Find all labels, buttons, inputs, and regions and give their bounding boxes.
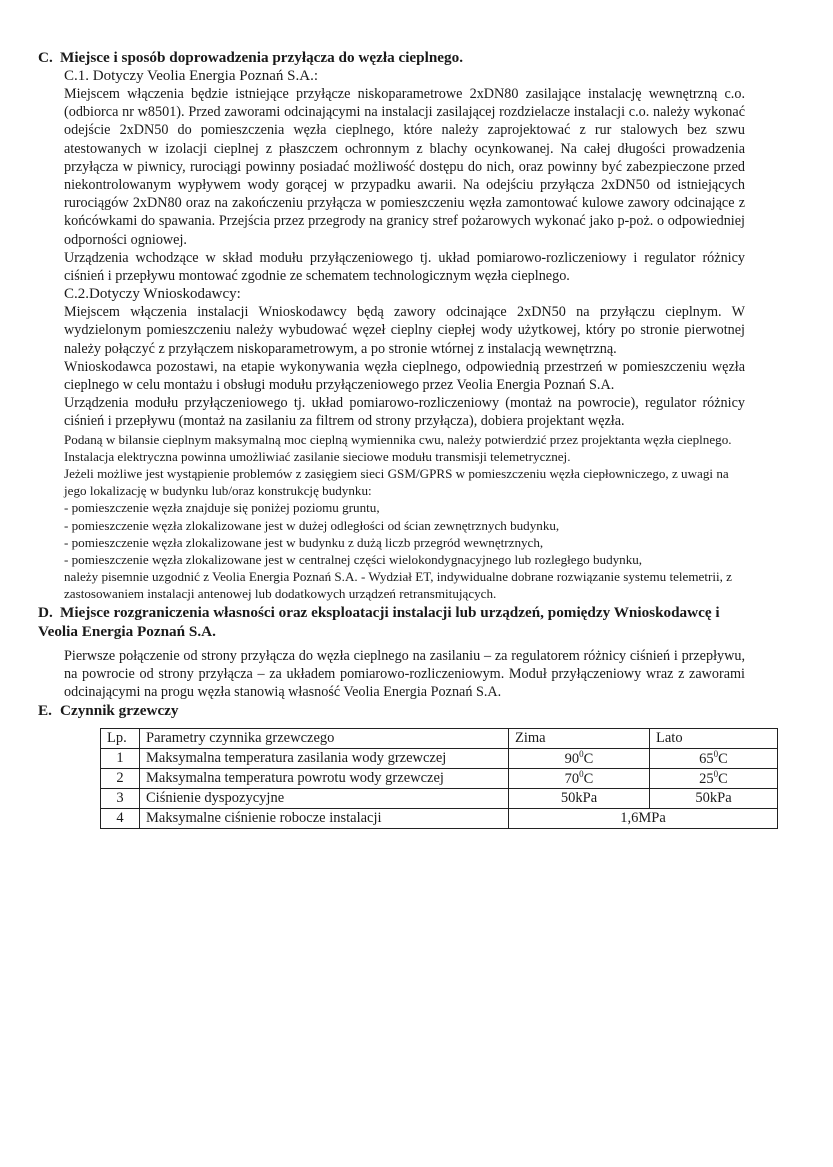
list-item: - pomieszczenie węzła zlokalizowane jest w centralnej części wielokondygnacyjnego lub rozległego budynku, [64, 552, 643, 568]
gsm-conditions-list [64, 499, 745, 568]
section-c-title: Miejsce i sposób doprowadzenia przyłącza do węzła cieplnego. [60, 49, 463, 66]
row-both-seasons: 1,6MPa [509, 809, 778, 829]
section-d-heading [38, 603, 745, 641]
c2-paragraph-4: Podaną w bilansie cieplnym maksymalną moc cieplną wymiennika cwu, należy potwierdzić przez projektanta węzła cieplnego. Instalacja elektryczna powinna umożliwiać zasilanie sieciowe modułu transmisji telemetrycznej. [64, 431, 732, 464]
header-lp: Lp. [101, 729, 140, 749]
header-parameters: Parametry czynnika grzewczego [140, 729, 509, 749]
c2-paragraph-3: Urządzenia modułu przyłączeniowego tj. układ pomiarowo-rozliczeniowy (montaż na powrocie), regulator różnicy ciśnień i przepływu (montaż na zasilaniu za filtrem od strony przyłącza), dobiera projektant węzła. [64, 395, 745, 430]
row-parameter: Maksymalna temperatura zasilania wody grzewczej [140, 749, 509, 769]
row-summer: $25^0C$ [650, 769, 778, 789]
row-parameter: Ciśnienie dyspozycyjne [140, 789, 509, 809]
row-lp: 1 [101, 749, 140, 769]
section-e-title: Czynnik grzewczy [60, 702, 179, 720]
section-d-paragraph: Pierwsze połączenie od strony przyłącza do węzła cieplnego na zasilaniu – za regulatorem różnicy ciśnień i przepływu, na powrocie od strony przyłącza – za układem pomiarowo-rozliczeniowym. Moduł przyłączeniowy wraz z zaworami odcinającymi na progu węzła stanowią własność Veolia Energia Poznań S.A. [64, 647, 745, 701]
row-lp: 2 [101, 769, 140, 789]
table-row [101, 809, 778, 829]
c2-paragraph-2: Wnioskodawca pozostawi, na etapie wykonywania węzła cieplnego, odpowiednią przestrzeń w pomieszczeniu węzła cieplnego w celu montażu i obsługi modułu przyłączeniowego przez Veolia Energia Poznań S.A. [64, 358, 745, 394]
c2-paragraph-5: Jeżeli możliwe jest wystąpienie problemów z zasięgiem sieci GSM/GPRS w pomieszczeniu węzła ciepłowniczego, z uwagi na jego lokalizację w budynku lub/oraz konstrukcję budynku: [64, 466, 729, 499]
row-lp: 4 [101, 809, 140, 829]
row-parameter: Maksymalne ciśnienie robocze instalacji [140, 809, 509, 829]
header-winter: Zima [509, 729, 650, 749]
table-header-row [101, 729, 778, 749]
section-e-letter: E. [38, 702, 52, 720]
row-summer: $65^0C$ [650, 749, 778, 769]
c2-paragraph-1: Miejscem włączenia instalacji Wnioskodawcy będą zawory odcinające 2xDN50 na przyłączu cieplnym. W wydzielonym pomieszczeniu należy wybudować węzeł cieplny ciepłej wody użytkowej, który po stronie pierwotnej należy połączyć z przyłączem niskoparametrowym, a po stronie wtórnej z instalacją wewnętrzną. [64, 304, 745, 357]
table-row [101, 789, 778, 809]
table-row [101, 769, 778, 789]
row-parameter: Maksymalna temperatura powrotu wody grzewczej [140, 769, 509, 789]
row-lp: 3 [101, 789, 140, 809]
list-item: - pomieszczenie węzła znajduje się poniżej poziomu gruntu, [64, 500, 380, 516]
section-c-letter: C. [38, 49, 53, 66]
list-item: - pomieszczenie węzła zlokalizowane jest w budynku z dużą liczb przegród wewnętrznych, [64, 534, 544, 550]
section-d-title: Miejsce rozgraniczenia własności oraz eksploatacji instalacji lub urządzeń, pomiędzy Wnioskodawcę i Veolia Energia Poznań S.A. [38, 603, 720, 640]
section-c-heading [38, 48, 745, 67]
header-summer: Lato [650, 729, 778, 749]
section-e-heading [38, 701, 745, 720]
list-item: - pomieszczenie węzła zlokalizowane jest w dużej odległości od ścian zewnętrznych budynku, [64, 517, 560, 533]
row-summer: 50kPa [650, 789, 778, 809]
row-winter: $70^0C$ [509, 769, 650, 789]
section-d-letter: D. [38, 603, 53, 621]
row-winter: $90^0C$ [509, 749, 650, 769]
c1-heading: C.1. Dotyczy Veolia Energia Poznań S.A.: [64, 68, 318, 84]
c1-paragraph-2: Urządzenia wchodzące w skład modułu przyłączeniowego tj. układ pomiarowo-rozliczeniowy i regulator różnicy ciśnień i przepływu montować zgodnie ze schematem technologicznym węzła cieplnego. [64, 249, 745, 285]
table-row [101, 749, 778, 769]
heating-medium-table [100, 728, 778, 829]
row-winter: 50kPa [509, 789, 650, 809]
c2-heading: C.2.Dotyczy Wnioskodawcy: [64, 286, 241, 303]
c1-paragraph-1: Miejscem włączenia będzie istniejące przyłącze niskoparametrowe 2xDN80 zasilające instalację wewnętrzną c.o. (odbiorca nr w8501). Przed zaworami odcinającymi na instalacji zasilającej rozdzielacze instalacji c.o. należy wykonać odejście 2xDN50 do pomieszczenia węzła cieplnego, które należy zaprojektować z rur stalowych bez szwu atestowanych w izolacji cieplnej z płaszczem ochronnym z blachy ocynkowanej. Na całej długości prowadzenia przyłącza w piwnicy, rurociągi powinny posiadać możliwość dostępu do nich, oraz powinny być zabezpieczone przed niekontrolowanym wypływem wody gorącej w przypadku awarii. Na odejściu przyłącza 2xDN50 od istniejących rurociągów 2xDN80 oraz na zakończeniu przyłącza w pomieszczeniu węzła zamontować kulowe zawory odcinające z końcówkami do spawania. Przejścia przez przegrody na granicy stref pożarowych wykonać jako p-poż. o odpowiedniej odporności ogniowej. [64, 86, 745, 248]
c2-paragraph-6: należy pisemnie uzgodnić z Veolia Energia Poznań S.A. - Wydział ET, indywidualne dobrane rozwiązanie systemu telemetrii, z zastosowaniem instalacji antenowej lub dodatkowych urządzeń retransmitujących. [64, 569, 732, 602]
